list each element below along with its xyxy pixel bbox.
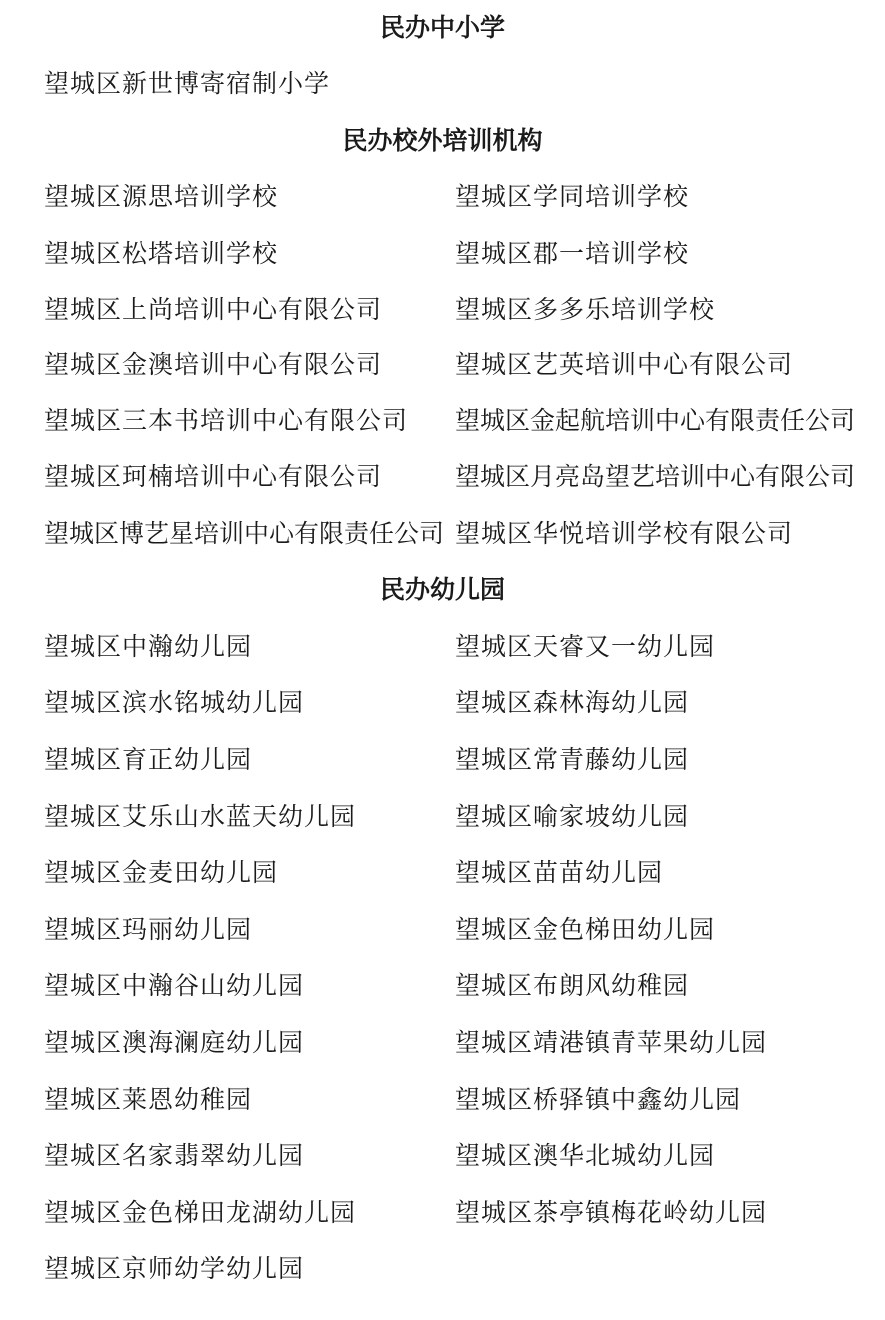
list-item: 望城区桥驿镇中鑫幼儿园: [455, 1085, 742, 1114]
list-item: 望城区学同培训学校: [455, 182, 690, 211]
list-item: 望城区苗苗幼儿园: [455, 858, 664, 887]
list-item: 望城区京师幼学幼儿园: [44, 1254, 305, 1283]
list-item: 望城区松塔培训学校: [44, 239, 279, 268]
section-title-training-institutions: 民办校外培训机构: [342, 126, 543, 155]
list-item: 望城区三本书培训中心有限公司: [44, 406, 409, 435]
list-item: 望城区多多乐培训学校: [455, 295, 716, 324]
list-item: 望城区澳海澜庭幼儿园: [44, 1028, 305, 1057]
list-item: 望城区莱恩幼稚园: [44, 1085, 253, 1114]
list-item: 望城区喻家坡幼儿园: [455, 802, 690, 831]
section-title-primary-schools: 民办中小学: [379, 13, 505, 42]
section-title-kindergartens: 民办幼儿园: [379, 575, 505, 604]
list-item: 望城区艺英培训中心有限公司: [455, 350, 794, 379]
list-item: 望城区澳华北城幼儿园: [455, 1141, 716, 1170]
list-item: 望城区上尚培训中心有限公司: [44, 295, 383, 324]
list-item: 望城区月亮岛望艺培训中心有限公司: [455, 462, 856, 491]
list-item: 望城区源思培训学校: [44, 182, 279, 211]
list-item: 望城区茶亭镇梅花岭幼儿园: [455, 1198, 768, 1227]
list-item: 望城区华悦培训学校有限公司: [455, 519, 794, 548]
list-item: 望城区新世博寄宿制小学: [44, 69, 331, 98]
list-item: 望城区艾乐山水蓝天幼儿园: [44, 802, 357, 831]
list-item: 望城区名家翡翠幼儿园: [44, 1141, 305, 1170]
list-item: 望城区中瀚幼儿园: [44, 632, 253, 661]
list-item: 望城区金麦田幼儿园: [44, 858, 279, 887]
list-item: 望城区珂楠培训中心有限公司: [44, 462, 383, 491]
list-item: 望城区郡一培训学校: [455, 239, 690, 268]
list-item: 望城区天睿又一幼儿园: [455, 632, 716, 661]
list-item: 望城区金色梯田龙湖幼儿园: [44, 1198, 357, 1227]
list-item: 望城区育正幼儿园: [44, 745, 253, 774]
list-item: 望城区常青藤幼儿园: [455, 745, 690, 774]
list-item: 望城区博艺星培训中心有限责任公司: [44, 519, 445, 548]
list-item: 望城区中瀚谷山幼儿园: [44, 971, 305, 1000]
list-item: 望城区玛丽幼儿园: [44, 915, 253, 944]
list-item: 望城区布朗风幼稚园: [455, 971, 690, 1000]
list-item: 望城区金澳培训中心有限公司: [44, 350, 383, 379]
list-item: 望城区金色梯田幼儿园: [455, 915, 716, 944]
list-item: 望城区森林海幼儿园: [455, 688, 690, 717]
list-item: 望城区靖港镇青苹果幼儿园: [455, 1028, 768, 1057]
list-item: 望城区金起航培训中心有限责任公司: [455, 406, 856, 435]
list-item: 望城区滨水铭城幼儿园: [44, 688, 305, 717]
